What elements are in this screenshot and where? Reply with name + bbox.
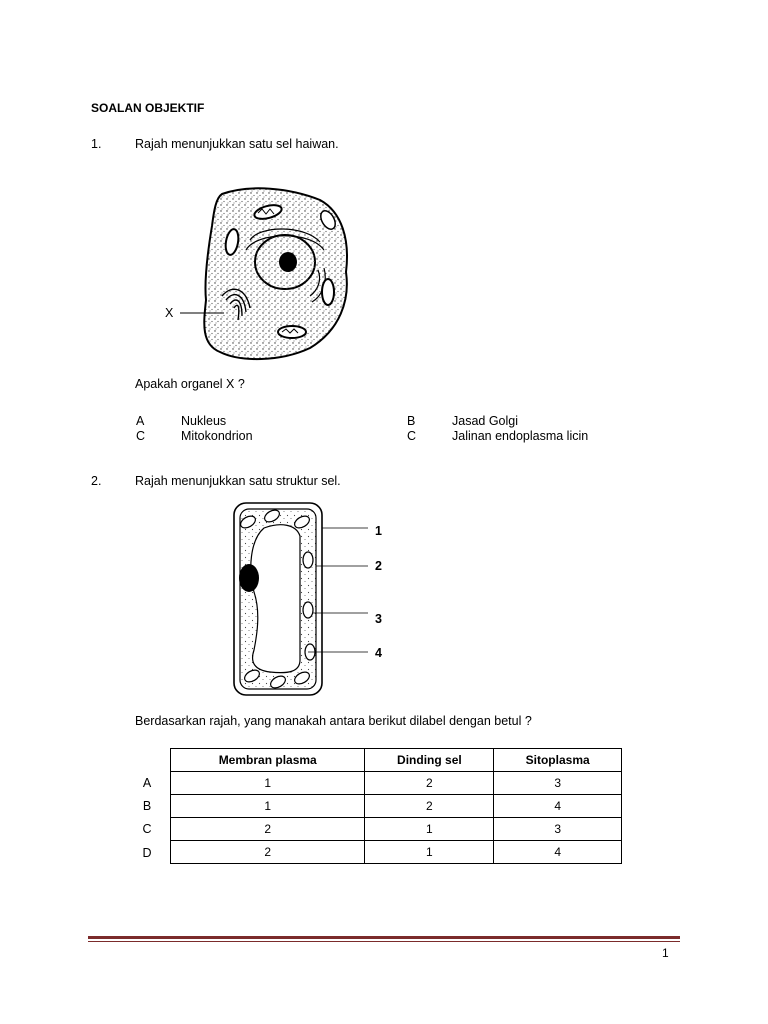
table-cell: 2 [171, 841, 365, 864]
page-number: 1 [662, 946, 669, 960]
animal-cell-figure [160, 180, 360, 365]
plant-nucleus-shape [239, 564, 259, 592]
option-c-letter: C [136, 429, 146, 443]
table-row [171, 772, 622, 795]
option-a-letter: A [136, 414, 145, 428]
header-dinding-sel: Dinding sel [365, 749, 494, 772]
table-cell: 4 [494, 841, 622, 864]
footer-rule [88, 936, 680, 939]
table-cell: 2 [365, 772, 494, 795]
option-d-letter: C [407, 429, 417, 443]
section-heading: SOALAN OBJEKTIF [91, 101, 205, 115]
table-cell: 1 [171, 795, 365, 818]
table-cell: 1 [171, 772, 365, 795]
q1-number: 1. [91, 137, 102, 151]
vacuole-shape [251, 525, 300, 673]
figure-label-2: 2 [375, 559, 382, 573]
table-cell: 1 [365, 841, 494, 864]
header-membran-plasma: Membran plasma [171, 749, 365, 772]
table-cell: 3 [494, 772, 622, 795]
q2-number: 2. [91, 474, 102, 488]
table-cell: 1 [365, 818, 494, 841]
option-a-text: Nukleus [181, 414, 227, 428]
row-letter-c: C [142, 822, 152, 836]
table-row [171, 841, 622, 864]
table-row [171, 795, 622, 818]
figure-label-1: 1 [375, 524, 382, 538]
table-cell: 2 [365, 795, 494, 818]
answer-table [170, 748, 622, 864]
row-letter-a: A [142, 776, 152, 790]
footer-rule-thin [88, 941, 680, 942]
figure-label-x: X [165, 306, 174, 320]
table-cell: 4 [494, 795, 622, 818]
option-b-letter: B [407, 414, 416, 428]
figure-label-3: 3 [375, 612, 382, 626]
figure-label-4: 4 [375, 646, 382, 660]
table-cell: 3 [494, 818, 622, 841]
q2-question: Berdasarkan rajah, yang manakah antara berikut dilabel dengan betul ? [135, 714, 532, 728]
row-letter-b: B [142, 799, 152, 813]
table-header-row [171, 749, 622, 772]
option-b-text: Jasad Golgi [452, 414, 519, 428]
plant-cell-figure [230, 500, 390, 700]
q1-stem: Rajah menunjukkan satu sel haiwan. [135, 137, 339, 151]
table-row [171, 818, 622, 841]
q1-question: Apakah organel X ? [135, 377, 245, 391]
header-sitoplasma: Sitoplasma [494, 749, 622, 772]
nucleolus-shape [279, 252, 297, 272]
q2-stem: Rajah menunjukkan satu struktur sel. [135, 474, 341, 488]
row-letter-d: D [142, 846, 152, 860]
option-c-text: Mitokondrion [181, 429, 253, 443]
table-cell: 2 [171, 818, 365, 841]
option-d-text: Jalinan endoplasma licin [452, 429, 589, 443]
